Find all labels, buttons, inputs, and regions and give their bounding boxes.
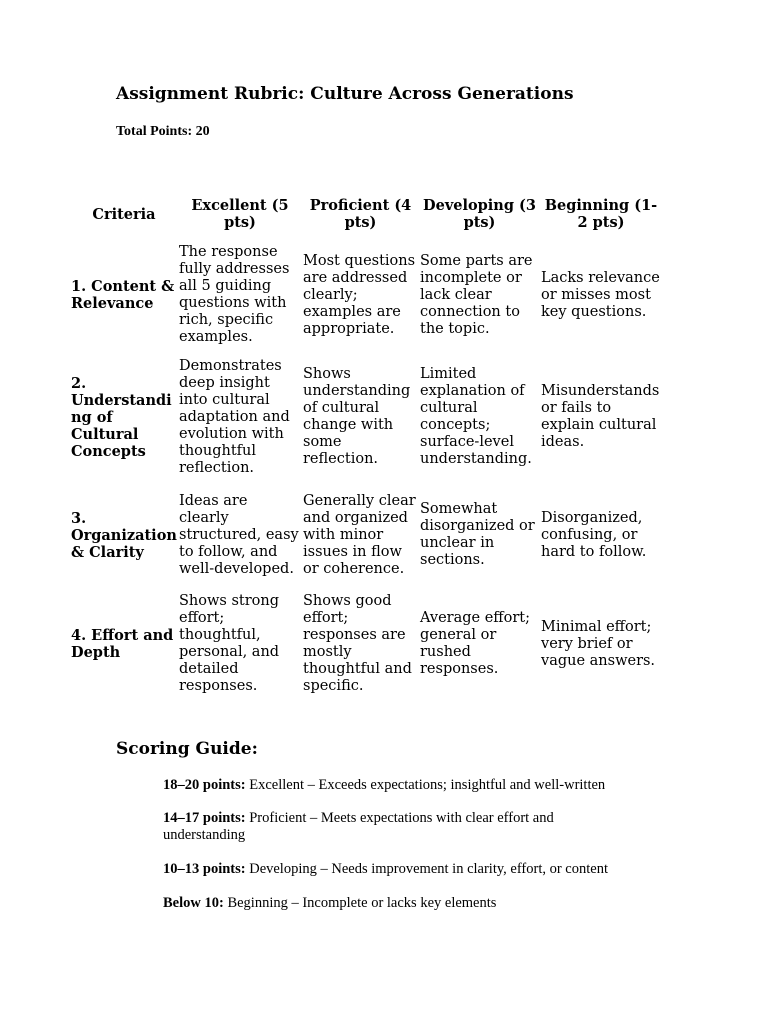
proficient-cell: Shows good effort; responses are mostly thoughtful and specific. xyxy=(303,593,412,694)
scoring-item xyxy=(163,810,633,844)
scoring-item xyxy=(163,895,633,912)
table-row xyxy=(69,236,661,354)
beginning-cell: Lacks relevance or misses most key questions. xyxy=(541,269,660,320)
developing-cell: Limited explanation of cultural concepts; surface-level understanding. xyxy=(420,366,532,467)
criteria-cell: 1. Content & Relevance xyxy=(71,278,175,312)
table-row xyxy=(69,480,661,590)
beginning-cell: Misunderstands or fails to explain cultural ideas. xyxy=(541,383,660,450)
header-proficient: Proficient (4 pts) xyxy=(309,197,412,231)
score-range: Below 10: xyxy=(163,895,224,911)
score-range: 10–13 points: xyxy=(163,861,246,877)
scoring-item xyxy=(163,777,633,794)
scoring-item xyxy=(163,861,633,878)
beginning-cell: Minimal effort; very brief or vague answers. xyxy=(541,618,656,669)
score-description: Beginning – Incomplete or lacks key elements xyxy=(223,895,497,911)
score-range: 18–20 points: xyxy=(163,777,246,793)
criteria-cell: 4. Effort and Depth xyxy=(71,627,174,661)
score-description: Proficient – Meets expectations with clear effort and understanding xyxy=(163,810,554,843)
header-excellent: Excellent (5 pts) xyxy=(191,197,289,231)
score-description: Excellent – Exceeds expectations; insightful and well-written xyxy=(245,777,606,793)
header-developing: Developing (3 pts) xyxy=(423,197,536,231)
header-beginning: Beginning (1-2 pts) xyxy=(544,197,658,231)
excellent-cell: Ideas are clearly structured, easy to follow, and well-developed. xyxy=(179,492,299,577)
scoring-guide-title: Scoring Guide: xyxy=(116,739,258,759)
proficient-cell: Most questions are addressed clearly; examples are appropriate. xyxy=(303,252,416,337)
table-row xyxy=(69,590,661,698)
proficient-cell: Shows understanding of cultural change with some reflection. xyxy=(303,366,411,467)
table-header-row xyxy=(69,192,661,236)
page-title: Assignment Rubric: Culture Across Generations xyxy=(116,84,574,104)
developing-cell: Average effort; general or rushed responses. xyxy=(420,610,530,677)
proficient-cell: Generally clear and organized with minor issues in flow or coherence. xyxy=(303,492,416,577)
beginning-cell: Disorganized, confusing, or hard to follow. xyxy=(541,509,647,560)
developing-cell: Somewhat disorganized or unclear in sections. xyxy=(420,501,535,568)
excellent-cell: The response fully addresses all 5 guiding questions with rich, specific examples. xyxy=(179,244,290,345)
total-points: Total Points: 20 xyxy=(116,124,210,139)
table-row xyxy=(69,354,661,480)
developing-cell: Some parts are incomplete or lack clear connection to the topic. xyxy=(420,252,533,337)
header-criteria: Criteria xyxy=(92,205,156,223)
score-range: 14–17 points: xyxy=(163,810,246,826)
excellent-cell: Shows strong effort; thoughtful, personal, and detailed responses. xyxy=(179,593,280,694)
rubric-table xyxy=(69,192,661,698)
criteria-cell: 3. Organization & Clarity xyxy=(71,509,177,561)
criteria-cell: 2. Understanding of Cultural Concepts xyxy=(71,374,172,460)
excellent-cell: Demonstrates deep insight into cultural adaptation and evolution with thoughtful reflection. xyxy=(179,357,290,476)
score-description: Developing – Needs improvement in clarity, effort, or content xyxy=(245,861,608,877)
